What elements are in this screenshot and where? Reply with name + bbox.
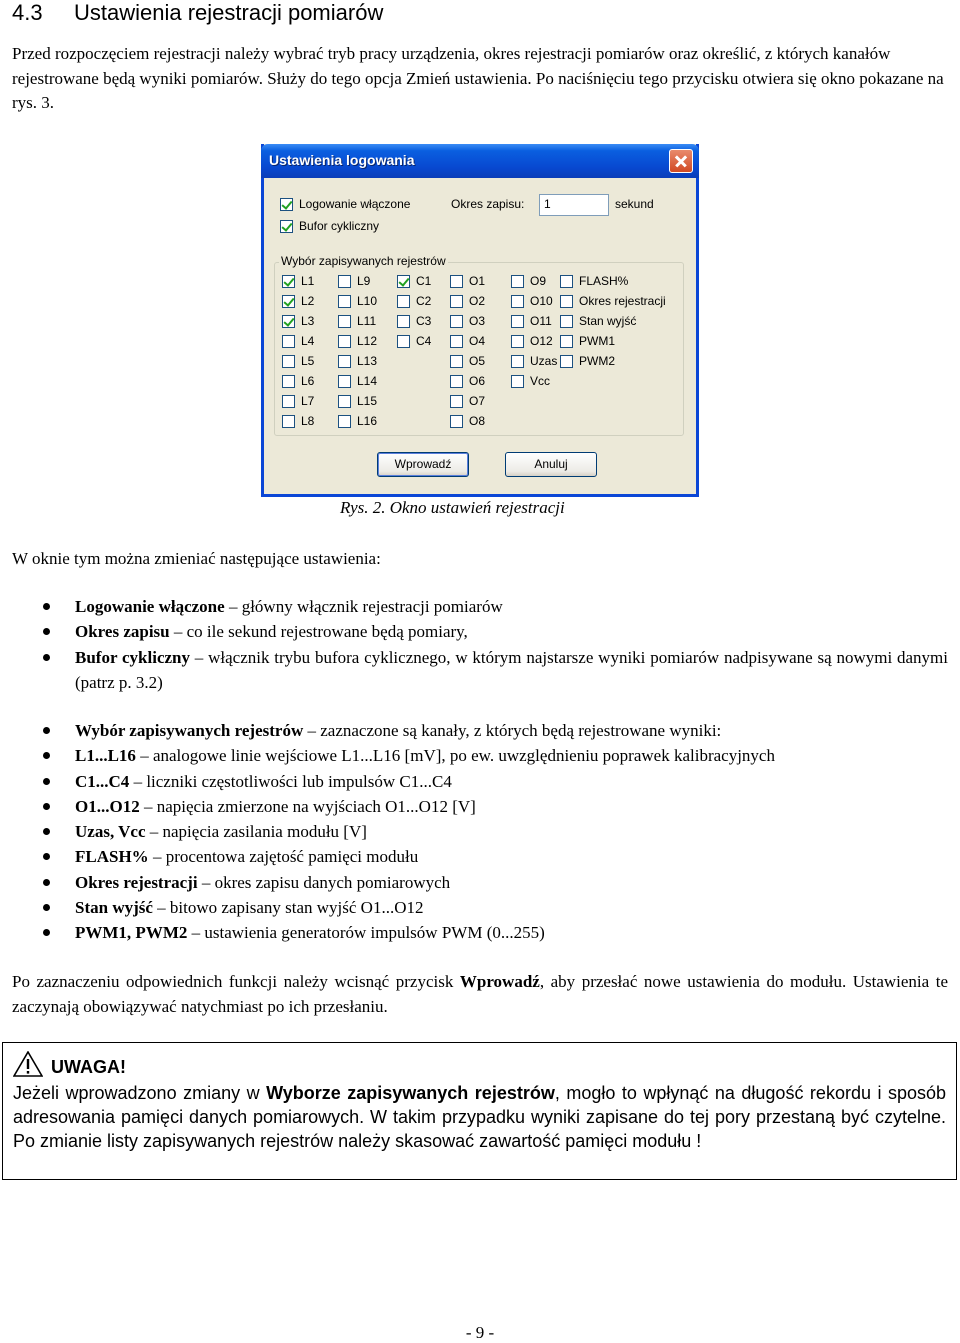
register-checkbox-uzas[interactable] bbox=[511, 354, 557, 368]
warning-body bbox=[13, 1081, 946, 1153]
checkbox-box bbox=[450, 295, 463, 308]
checkbox-box bbox=[338, 355, 351, 368]
checkbox-box bbox=[397, 295, 410, 308]
warning-text-after: , mogło to wpłynąć na długość rekordu i sposób adresowania pamięci danych pomiarowych. W takim przypadku wyniki zapisane do tej pory przestaną być czytelne. Po zmianie listy zapisywanych rejestrów należy skasować zawartość pamięci modułu ! bbox=[13, 1083, 946, 1151]
register-checkbox-o6[interactable] bbox=[450, 374, 485, 388]
registers-groupbox bbox=[274, 254, 684, 436]
register-checkbox-l1[interactable] bbox=[282, 274, 314, 288]
register-label: L6 bbox=[301, 374, 315, 388]
warning-text-before: Jeżeli wprowadzono zmiany w bbox=[13, 1083, 267, 1103]
register-label: O10 bbox=[530, 294, 553, 308]
register-label: Vcc bbox=[530, 374, 551, 388]
list-term: O1...O12 bbox=[75, 796, 140, 816]
register-checkbox-stan-wyj-[interactable] bbox=[560, 314, 636, 328]
register-checkbox-l11[interactable] bbox=[338, 314, 376, 328]
register-label: O12 bbox=[530, 334, 553, 348]
section-heading bbox=[12, 0, 383, 26]
page-number: - 9 - bbox=[465, 1323, 495, 1342]
register-checkbox-o11[interactable] bbox=[511, 314, 552, 328]
register-checkbox-c1[interactable] bbox=[397, 274, 431, 288]
list-term: FLASH% bbox=[75, 847, 149, 867]
checkbox-box bbox=[338, 375, 351, 388]
logging-enabled-label: Logowanie włączone bbox=[299, 197, 411, 211]
checkbox-box bbox=[282, 275, 295, 288]
register-checkbox-o3[interactable] bbox=[450, 314, 485, 328]
register-label: L16 bbox=[357, 414, 378, 428]
checkbox-box bbox=[282, 395, 295, 408]
list-desc: – bitowo zapisany stan wyjść O1...O12 bbox=[152, 898, 424, 918]
register-label: L13 bbox=[357, 354, 378, 368]
list-term: Bufor cykliczny bbox=[75, 647, 190, 667]
register-checkbox-c3[interactable] bbox=[397, 314, 431, 328]
list-desc: – okres zapisu danych pomiarowych bbox=[197, 872, 451, 892]
warning-icon bbox=[13, 1051, 43, 1083]
list-item bbox=[12, 920, 948, 945]
checkbox-box bbox=[338, 295, 351, 308]
logging-enabled-checkbox[interactable] bbox=[280, 197, 410, 211]
checkbox-box bbox=[282, 335, 295, 348]
cyclic-buffer-checkbox[interactable] bbox=[280, 219, 379, 233]
cyclic-buffer-label: Bufor cykliczny bbox=[299, 219, 380, 233]
dialog-titlebar bbox=[261, 144, 699, 178]
period-label: Okres zapisu: bbox=[451, 197, 525, 211]
close-icon[interactable] bbox=[669, 149, 693, 173]
register-label: L7 bbox=[301, 394, 315, 408]
checkbox-box bbox=[511, 375, 524, 388]
list-desc: – procentowa zajętość pamięci modułu bbox=[148, 847, 419, 867]
checkbox-box bbox=[338, 275, 351, 288]
cancel-button[interactable]: Anuluj bbox=[505, 452, 597, 477]
register-label: L14 bbox=[357, 374, 378, 388]
outro-paragraph bbox=[12, 970, 948, 1019]
list-term: PWM1, PWM2 bbox=[75, 923, 188, 943]
checkbox-box bbox=[560, 355, 573, 368]
settings-list bbox=[12, 594, 948, 695]
outro-text-after: , aby przesłać nowe ustawienia do modułu. Ustawienia te zaczynają obowiązywać natychmiast po ich przesłaniu. bbox=[12, 972, 948, 1016]
register-checkbox-l4[interactable] bbox=[282, 334, 314, 348]
list-desc: – napięcia zasilania modułu [V] bbox=[145, 822, 367, 842]
register-label: L1 bbox=[301, 274, 315, 288]
checkbox-box bbox=[450, 395, 463, 408]
settings-intro: W oknie tym można zmieniać następujące ustawienia: bbox=[12, 549, 381, 568]
register-label: L2 bbox=[301, 294, 315, 308]
list-item bbox=[12, 895, 948, 920]
checkbox-box bbox=[282, 315, 295, 328]
register-label: FLASH% bbox=[579, 274, 629, 288]
checkbox-box bbox=[282, 415, 295, 428]
list-item bbox=[12, 594, 948, 619]
apply-button[interactable]: Wprowadź bbox=[377, 452, 469, 477]
register-checkbox-l7[interactable] bbox=[282, 394, 314, 408]
checkbox-box bbox=[450, 315, 463, 328]
list-desc: – główny włącznik rejestracji pomiarów bbox=[224, 597, 503, 616]
register-label: O4 bbox=[469, 334, 486, 348]
list-term: Okres zapisu bbox=[75, 622, 170, 642]
checkbox-box bbox=[338, 415, 351, 428]
checkbox-box bbox=[450, 335, 463, 348]
register-checkbox-l9[interactable] bbox=[338, 274, 370, 288]
register-checkbox-o12[interactable] bbox=[511, 334, 553, 348]
register-label: O1 bbox=[469, 274, 486, 288]
register-checkbox-o5[interactable] bbox=[450, 354, 485, 368]
register-checkbox-l13[interactable] bbox=[338, 354, 377, 368]
list-desc: – zaznaczone są kanały, z których będą rejestrowane wyniki: bbox=[303, 721, 722, 740]
list-term: Uzas, Vcc bbox=[75, 822, 146, 842]
register-checkbox-l2[interactable] bbox=[282, 294, 314, 308]
checkbox-box bbox=[282, 295, 295, 308]
register-label: L15 bbox=[357, 394, 378, 408]
list-desc: – ustawienia generatorów impulsów PWM (0...255) bbox=[187, 923, 545, 943]
checkbox-box bbox=[511, 295, 524, 308]
checkbox-box bbox=[397, 275, 410, 288]
checkbox-box bbox=[511, 355, 524, 368]
dialog-title: Ustawienia logowania bbox=[269, 152, 415, 168]
register-label: C4 bbox=[416, 334, 432, 348]
register-checkbox-flash-[interactable] bbox=[560, 274, 628, 288]
list-term: C1...C4 bbox=[75, 771, 130, 791]
list-item bbox=[12, 819, 948, 844]
checkbox-box bbox=[560, 275, 573, 288]
register-checkbox-l5[interactable] bbox=[282, 354, 314, 368]
checkbox-box bbox=[280, 220, 293, 233]
list-item bbox=[12, 645, 948, 696]
checkbox-box bbox=[560, 295, 573, 308]
register-label: L3 bbox=[301, 314, 315, 328]
registers-list bbox=[12, 718, 948, 946]
register-checkbox-pwm2[interactable] bbox=[560, 354, 615, 368]
list-item bbox=[12, 743, 948, 768]
registers-group-label: Wybór zapisywanych rejestrów bbox=[281, 254, 446, 268]
register-checkbox-o4[interactable] bbox=[450, 334, 485, 348]
checkbox-box bbox=[282, 355, 295, 368]
figure-caption: Rys. 2. Okno ustawień rejestracji bbox=[340, 498, 565, 517]
register-label: O7 bbox=[469, 394, 486, 408]
section-title: Ustawienia rejestracji pomiarów bbox=[74, 0, 384, 25]
register-checkbox-o10[interactable] bbox=[511, 294, 553, 308]
register-label: C3 bbox=[416, 314, 432, 328]
register-checkbox-pwm1[interactable] bbox=[560, 334, 615, 348]
register-checkbox-l10[interactable] bbox=[338, 294, 377, 308]
checkbox-box bbox=[338, 395, 351, 408]
register-label: L9 bbox=[357, 274, 371, 288]
list-item bbox=[12, 619, 948, 644]
list-term: Wybór zapisywanych rejestrów bbox=[75, 721, 304, 740]
register-checkbox-o2[interactable] bbox=[450, 294, 485, 308]
register-checkbox-l8[interactable] bbox=[282, 414, 314, 428]
register-checkbox-o8[interactable] bbox=[450, 414, 485, 428]
register-label: L11 bbox=[357, 314, 377, 328]
register-label: L12 bbox=[357, 334, 378, 348]
list-item bbox=[12, 769, 948, 794]
register-label: PWM2 bbox=[579, 354, 615, 368]
list-item bbox=[12, 844, 948, 869]
checkbox-box bbox=[397, 335, 410, 348]
checkbox-box bbox=[397, 315, 410, 328]
register-label: C2 bbox=[416, 294, 432, 308]
intro-paragraph: Przed rozpoczęciem rejestracji należy wybrać tryb pracy urządzenia, okres rejestracji pomiarów oraz określić, z których kanałów rejestrowane będą wyniki pomiarów. Służy do tego opcja Zmień ustawienia. Po naciśnięciu tego przycisku otwiera się okno pokazane na rys. 3. bbox=[12, 44, 944, 112]
register-checkbox-l16[interactable] bbox=[338, 414, 377, 428]
register-checkbox-o1[interactable] bbox=[450, 274, 485, 288]
register-label: C1 bbox=[416, 274, 432, 288]
register-checkbox-l12[interactable] bbox=[338, 334, 377, 348]
checkbox-box bbox=[338, 335, 351, 348]
register-label: O5 bbox=[469, 354, 486, 368]
checkbox-box bbox=[450, 355, 463, 368]
register-label: Okres rejestracji bbox=[579, 294, 666, 308]
checkbox-box bbox=[511, 335, 524, 348]
checkbox-box bbox=[450, 415, 463, 428]
register-label: O9 bbox=[530, 274, 547, 288]
register-label: L5 bbox=[301, 354, 315, 368]
warning-bold: Wyborze zapisywanych rejestrów bbox=[266, 1083, 555, 1103]
register-label: O8 bbox=[469, 414, 486, 428]
register-checkbox-l3[interactable] bbox=[282, 314, 314, 328]
list-desc: – analogowe linie wejściowe L1...L16 [mV], po ew. uwzględnieniu poprawek kalibracyjnych bbox=[135, 746, 775, 766]
list-desc: – włącznik trybu bufora cyklicznego, w którym najstarsze wyniki pomiarów nadpisywane są nowymi danymi (patrz p. 3.2) bbox=[75, 647, 948, 692]
register-label: Stan wyjść bbox=[579, 314, 637, 328]
list-term: Okres rejestracji bbox=[75, 872, 198, 892]
checkbox-box bbox=[560, 315, 573, 328]
register-label: O11 bbox=[530, 314, 552, 328]
list-desc: – liczniki częstotliwości lub impulsów C1...C4 bbox=[129, 771, 452, 791]
warning-header bbox=[13, 1053, 946, 1081]
outro-text-before: Po zaznaczeniu odpowiednich funkcji należy wcisnąć przycisk bbox=[12, 972, 460, 991]
register-label: L4 bbox=[301, 334, 315, 348]
list-term: L1...L16 bbox=[75, 746, 136, 766]
list-term: Stan wyjść bbox=[75, 898, 153, 918]
checkbox-box bbox=[282, 375, 295, 388]
register-label: L10 bbox=[357, 294, 378, 308]
register-checkbox-o9[interactable] bbox=[511, 274, 546, 288]
list-desc: – napięcia zmierzone na wyjściach O1...O12 [V] bbox=[139, 796, 476, 816]
register-checkbox-c4[interactable] bbox=[397, 334, 431, 348]
section-number: 4.3 bbox=[12, 0, 43, 25]
register-checkbox-l6[interactable] bbox=[282, 374, 314, 388]
period-unit: sekund bbox=[615, 197, 654, 211]
checkbox-box bbox=[280, 198, 293, 211]
checkbox-box bbox=[511, 275, 524, 288]
register-checkbox-okres-rejestracji[interactable] bbox=[560, 294, 666, 308]
checkbox-box bbox=[560, 335, 573, 348]
register-label: O3 bbox=[469, 314, 486, 328]
list-desc: – co ile sekund rejestrowane będą pomiary, bbox=[169, 622, 468, 642]
register-label: O6 bbox=[469, 374, 486, 388]
register-label: Uzas bbox=[530, 354, 558, 368]
checkbox-box bbox=[511, 315, 524, 328]
outro-bold: Wprowadź bbox=[459, 972, 540, 991]
register-checkbox-l15[interactable] bbox=[338, 394, 377, 408]
checkbox-box bbox=[450, 275, 463, 288]
list-term: Logowanie włączone bbox=[75, 597, 225, 616]
list-item bbox=[12, 870, 948, 895]
warning-title: UWAGA! bbox=[51, 1057, 126, 1077]
register-checkbox-l14[interactable] bbox=[338, 374, 377, 388]
register-checkbox-o7[interactable] bbox=[450, 394, 485, 408]
register-checkbox-c2[interactable] bbox=[397, 294, 431, 308]
checkbox-box bbox=[450, 375, 463, 388]
settings-dialog bbox=[261, 144, 699, 497]
period-input[interactable]: 1 bbox=[539, 194, 609, 216]
list-item bbox=[12, 794, 948, 819]
warning-box bbox=[2, 1042, 957, 1180]
checkbox-box bbox=[338, 315, 351, 328]
register-checkbox-vcc[interactable] bbox=[511, 374, 550, 388]
register-label: L8 bbox=[301, 414, 315, 428]
list-item bbox=[12, 718, 948, 743]
register-label: O2 bbox=[469, 294, 486, 308]
register-label: PWM1 bbox=[579, 334, 615, 348]
